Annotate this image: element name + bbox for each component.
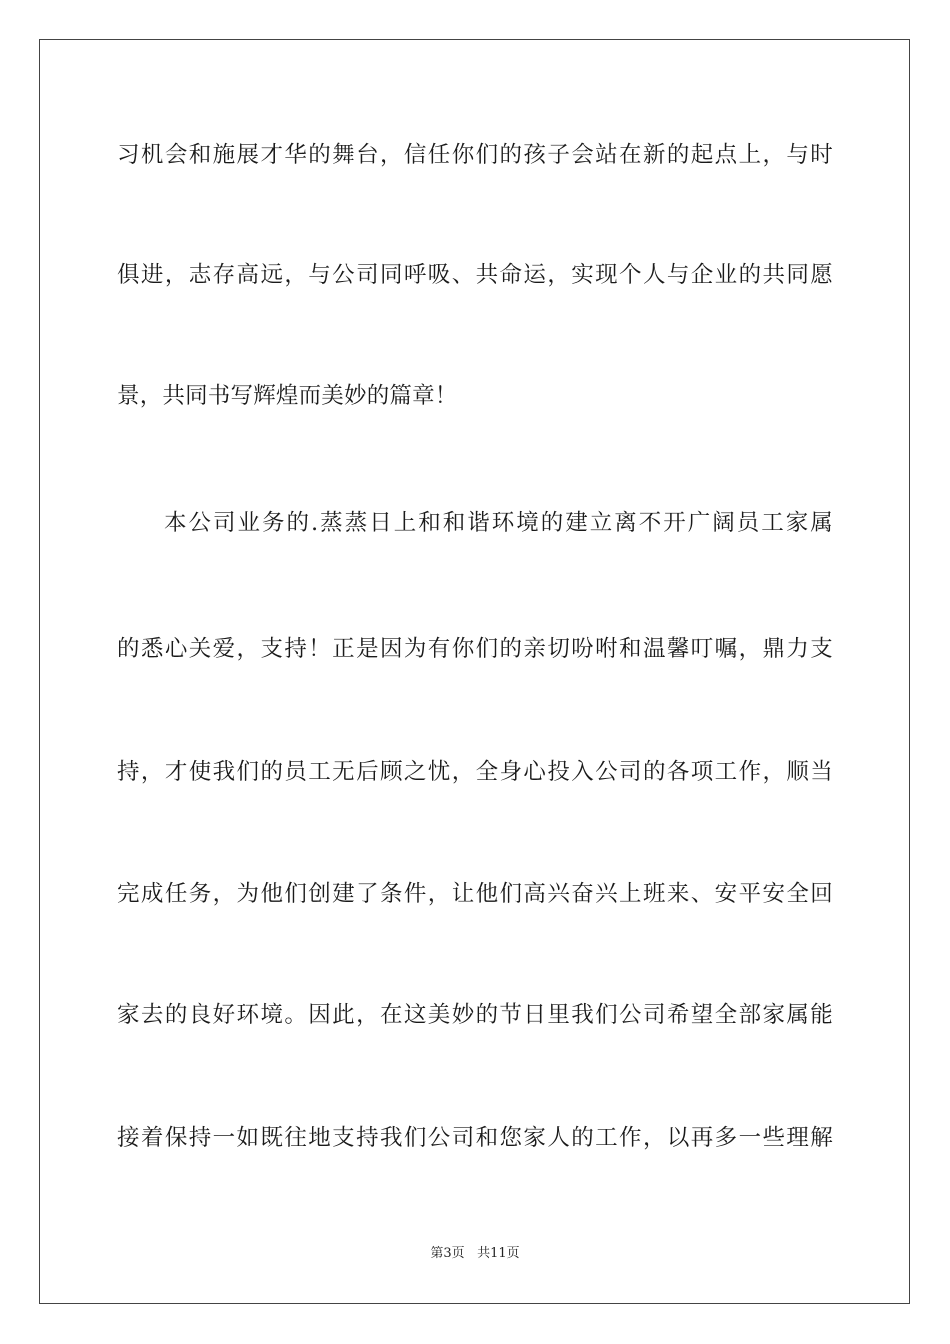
text-line-1: 习机会和施展才华的舞台，信任你们的孩子会站在新的起点上，与时	[117, 142, 833, 168]
page-total: 共11页	[477, 1246, 520, 1261]
text-line-8: 家去的良好环境。因此，在这美妙的节日里我们公司希望全部家属能	[117, 1002, 833, 1028]
text-line-6: 持，才使我们的员工无后顾之忧，全身心投入公司的各项工作，顺当	[117, 759, 833, 785]
text-line-4: 本公司业务的.蒸蒸日上和和谐环境的建立离不开广阔员工家属	[164, 510, 833, 536]
page-border	[39, 39, 910, 1304]
text-line-3: 景，共同书写辉煌而美妙的篇章！	[117, 383, 458, 409]
page-number: 第3页	[430, 1246, 465, 1261]
text-line-2: 俱进，志存高远，与公司同呼吸、共命运，实现个人与企业的共同愿	[117, 262, 833, 288]
text-line-7: 完成任务，为他们创建了条件，让他们高兴奋兴上班来、安平安全回	[117, 881, 833, 907]
page-footer	[0, 1246, 950, 1262]
text-line-5: 的悉心关爱，支持！正是因为有你们的亲切吩咐和温馨叮嘱，鼎力支	[117, 636, 833, 662]
text-line-9: 接着保持一如既往地支持我们公司和您家人的工作，以再多一些理解	[117, 1125, 833, 1151]
